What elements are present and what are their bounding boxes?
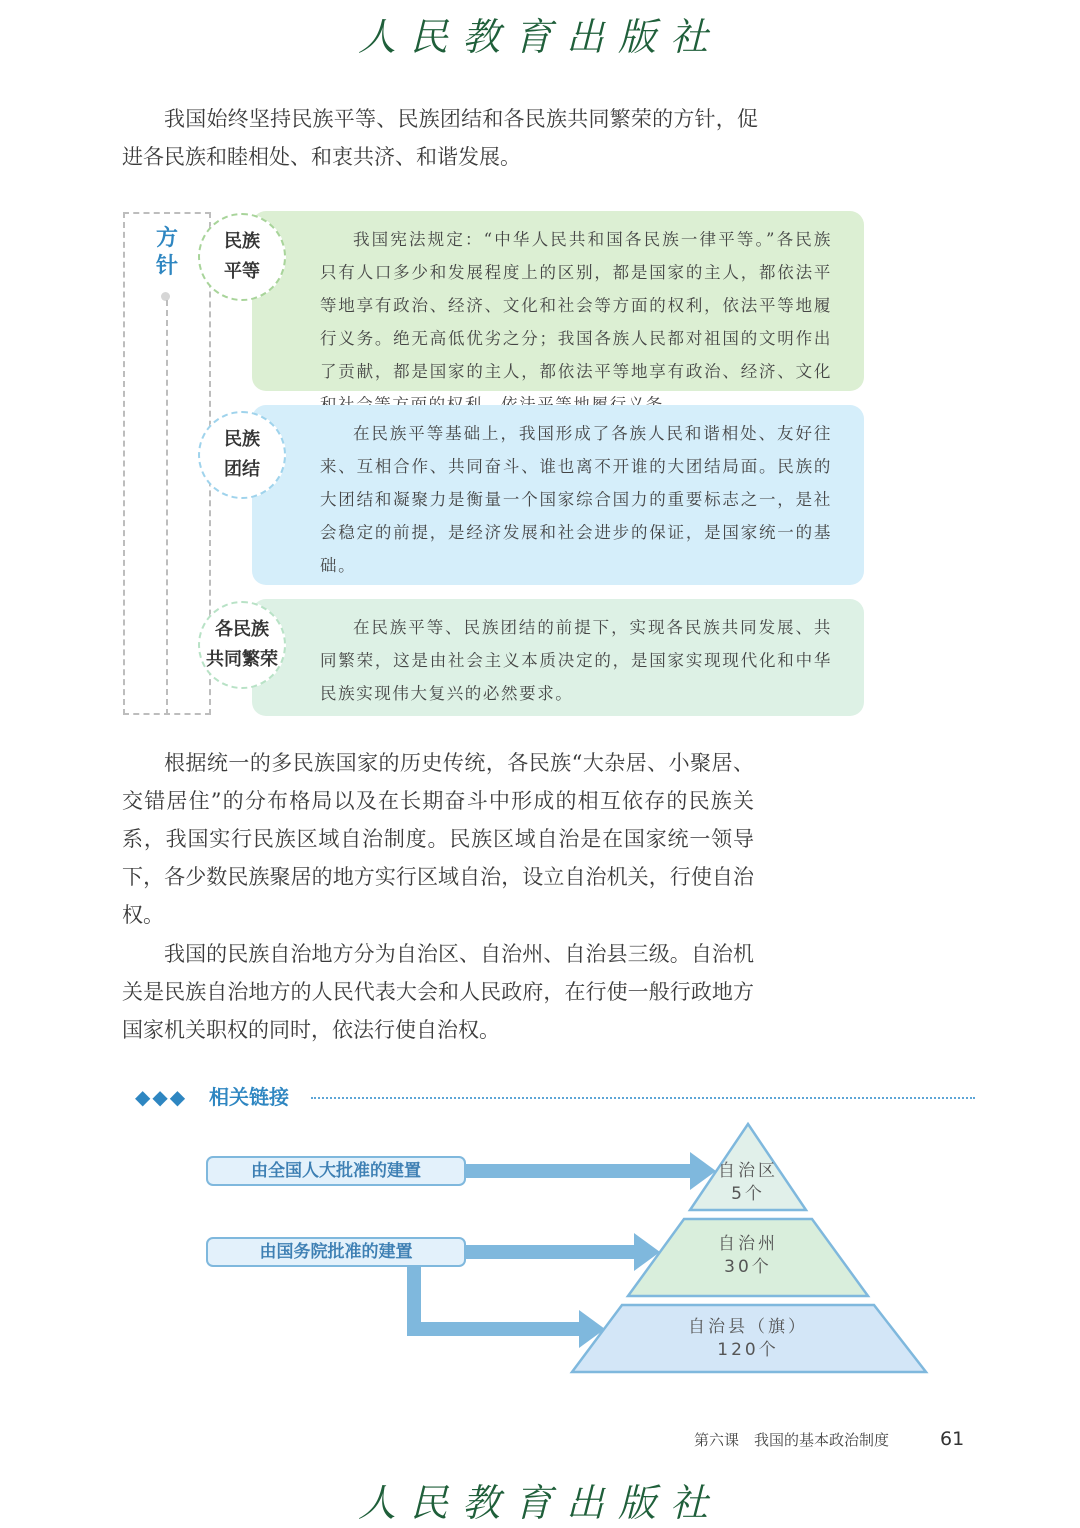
principle-title: 方针	[155, 226, 178, 279]
principle-label-line2: 团结	[224, 459, 260, 480]
principle-text-unity: 在民族平等基础上，我国形成了各族人民和谐相处、友好往来、互相合作、共同奋斗、谁也离不开谁的大团结局面。民族的大团结和凝聚力是衡量一个国家综合国力的重要标志之一，是社会稳定的前提，是经济发展和社会进步的保证，是国家统一的基础。	[320, 424, 832, 575]
principle-text-equality: 我国宪法规定：“中华人民共和国各民族一律平等。”各民族只有人口多少和发展程度上的区别，都是国家的主人，都依法平等地享有政治、经济、文化和社会等方面的权利，依法平等地履行义务。绝无高低优劣之分；我国各族人民都对祖国的文明作出了贡献，都是国家的主人，都依法平等地享有政治、经济、文化	[320, 230, 832, 381]
tier-name: 自治县（旗）	[688, 1317, 808, 1337]
diamond-icon: ◆◆◆	[135, 1085, 188, 1109]
principle-text-prosperity: 在民族平等、民族团结的前提下，实现各民族共同发展、共同繁荣，这是由社会主义本质决定的，是国家实现现代化和中华民族实现伟大复兴的必然要求。	[320, 618, 832, 703]
publisher-watermark-bottom: 人民教育出版社	[357, 1481, 722, 1525]
tier-count: 30个	[724, 1257, 772, 1277]
tier-count: 5个	[731, 1184, 765, 1204]
principle-label-line2: 平等	[224, 261, 260, 282]
intro-paragraph: 我国始终坚持民族平等、民族团结和各民族共同繁荣的方针，促进各民族和睦相处、和衷共济、和谐发展。	[122, 107, 758, 169]
autonomy-paragraph: 根据统一的多民族国家的历史传统，各民族“大杂居、小聚居、交错居住”的分布格局以及在长期奋斗中形成的相互依存的民族关系，我国实行民族区域自治制度。民族区域自治是在国家统一领导下，各少数民族聚居的地方实行区域自治，设立自治机关，行使自治权。	[122, 751, 754, 927]
arrow-shaft-prefecture	[466, 1245, 636, 1259]
tier-label-county	[668, 1316, 828, 1362]
arrow-shaft-region	[466, 1164, 692, 1178]
arrow-shaft-county	[407, 1322, 581, 1336]
tier-count: 120个	[717, 1340, 779, 1360]
autonomy-levels-paragraph: 我国的民族自治地方分为自治区、自治州、自治县三级。自治机关是民族自治地方的人民代表大会和人民政府，在行使一般行政地方国家机关职权的同时，依法行使自治权。	[122, 942, 754, 1042]
principle-label-line2: 共同繁荣	[206, 649, 278, 670]
principle-label-line1: 各民族	[215, 619, 269, 640]
principle-label-line1: 民族	[224, 429, 260, 450]
running-footer: 第六课 我国的基本政治制度	[694, 1431, 890, 1449]
related-link-title: 相关链接	[209, 1085, 289, 1109]
page-number: 61	[940, 1428, 965, 1450]
publisher-watermark-top: 人民教育出版社	[357, 15, 722, 59]
tier-label-prefecture	[688, 1233, 808, 1279]
tier-label-region	[698, 1160, 798, 1206]
principle-label-line1: 民族	[224, 231, 260, 252]
tier-name: 自治州	[718, 1234, 778, 1254]
approval-npc-label: 由全国人大批准的建置	[206, 1156, 466, 1186]
tier-name: 自治区	[718, 1161, 778, 1181]
approval-state-council-label: 由国务院批准的建置	[206, 1237, 466, 1267]
